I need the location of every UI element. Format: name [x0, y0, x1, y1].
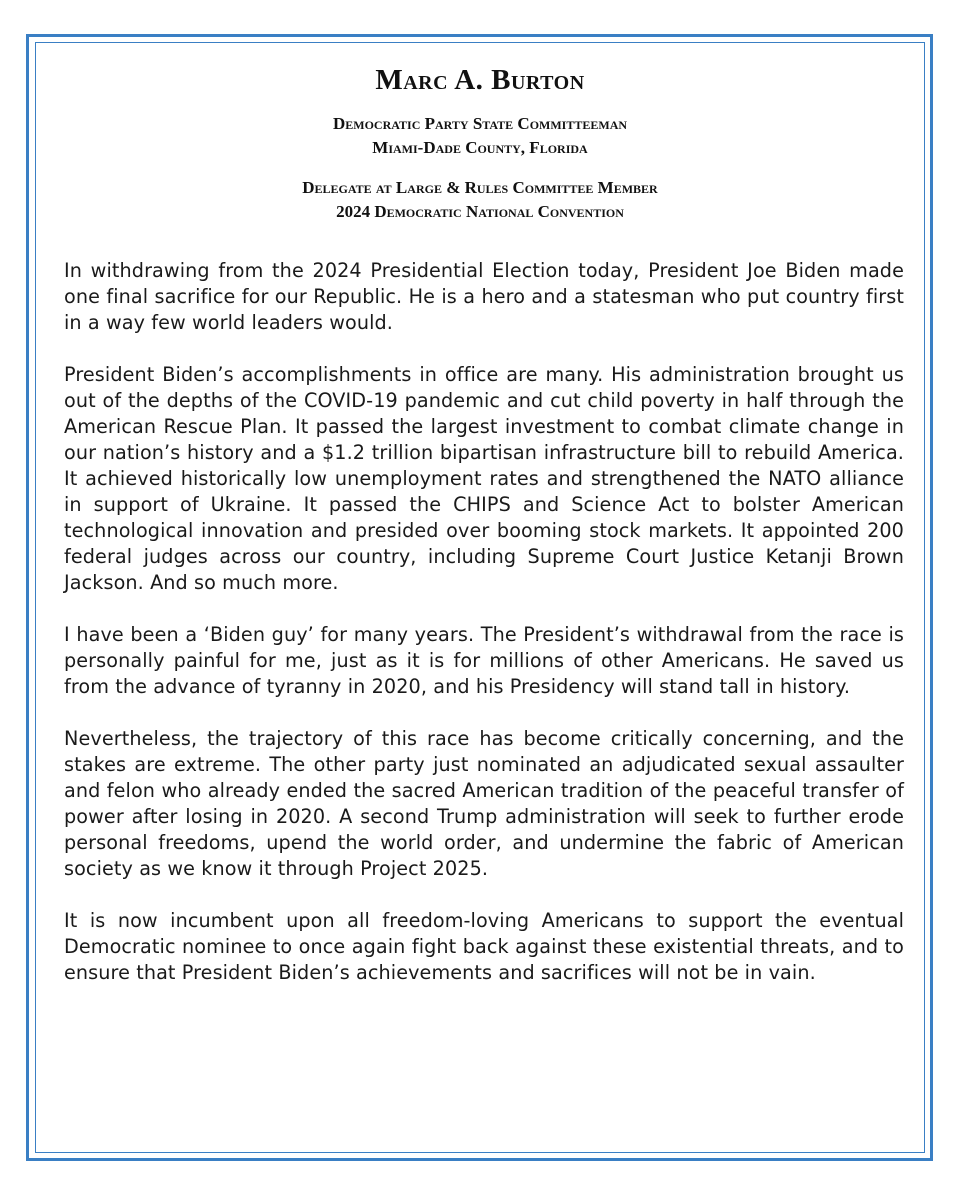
- paragraph-call-to-action: It is now incumbent upon all freedom-loving Americans to support the eventual Democratic nominee to once again fight back against these existential threats, and to ensure that President Biden’s achievements and sacrifices will not be in vain.: [64, 909, 904, 984]
- paragraph-biden-guy: I have been a ‘Biden guy’ for many years. The President’s withdrawal from the race is personally painful for me, just as it is for millions of other Americans. He saved us from the advance of tyranny in 2020, and his Presidency will stand tall in history.: [64, 623, 904, 698]
- title-county: Miami-Dade County, Florida: [372, 138, 588, 157]
- paragraph-withdrawal: In withdrawing from the 2024 Presidential Election today, President Joe Biden made one final sacrifice for our Republic. He is a hero and a statesman who put country first in a way few world leaders would.: [64, 259, 904, 334]
- paragraph-trajectory: Nevertheless, the trajectory of this race has become critically concerning, and the stakes are extreme. The other party just nominated an adjudicated sexual assaulter and felon who already ended the sacred American tradition of the peaceful transfer of power after losing in 2020. A second Trump administration will seek to further erode personal freedoms, upend the world order, and undermine the fabric of American society as we know it through Project 2025.: [64, 727, 904, 880]
- title-delegate: Delegate at Large & Rules Committee Member: [302, 178, 658, 197]
- author-name: Marc A. Burton: [375, 64, 585, 96]
- letterhead: [35, 58, 925, 224]
- convention-titles: [35, 176, 925, 224]
- statement-body: [64, 258, 904, 986]
- committee-titles: [35, 112, 925, 160]
- paragraph-accomplishments: President Biden’s accomplishments in office are many. His administration brought us out of the depths of the COVID-19 pandemic and cut child poverty in half through the American Rescue Plan. It passed the largest investment to combat climate change in our nation’s history and a $1.2 trillion bipartisan infrastructure bill to rebuild America. It achieved historically low unemployment rates and strengthened the NATO alliance in support of Ukraine. It passed the CHIPS and Science Act to bolster American technological innovation and presided over booming stock markets. It appointed 200 federal judges across our country, including Supreme Court Justice Ketanji Brown Jackson. And so much more.: [64, 363, 904, 594]
- title-convention: 2024 Democratic National Convention: [336, 202, 624, 221]
- title-state-committeeman: Democratic Party State Committeeman: [332, 114, 628, 133]
